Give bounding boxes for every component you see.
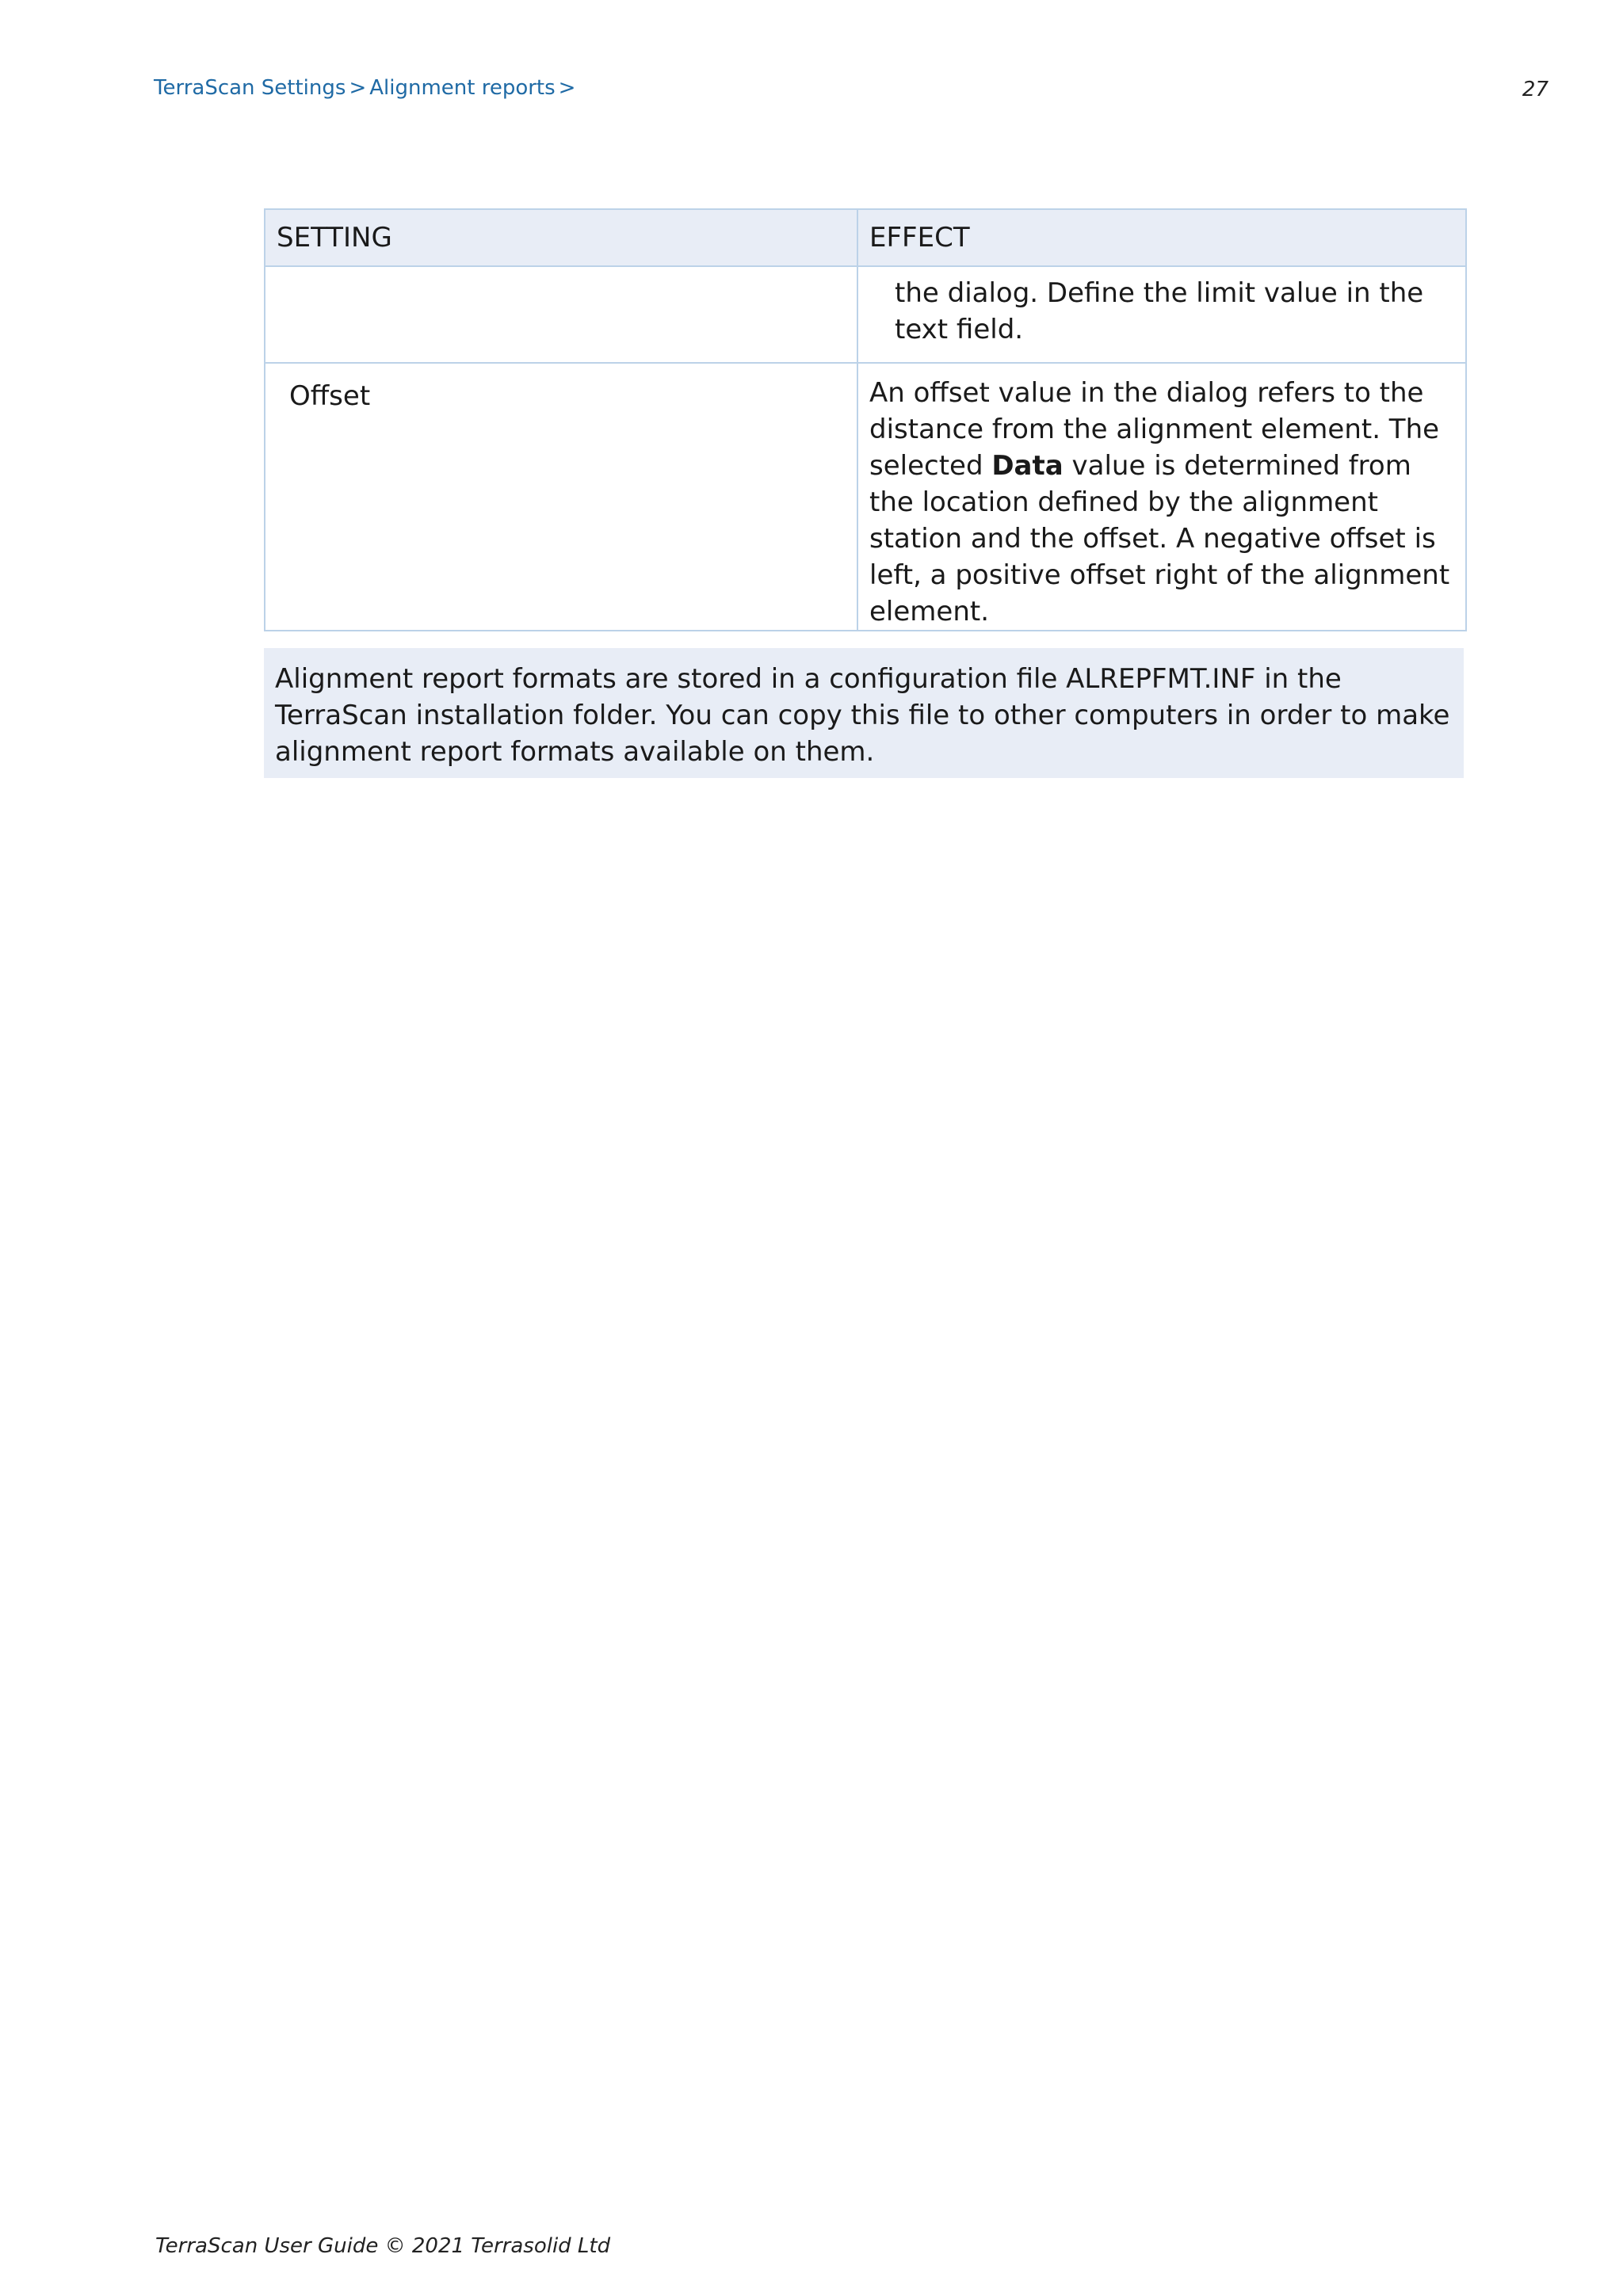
effect-text: value is determined from the location defined by the alignment station and the offset. A negative offset is left, a positive offset right of the alignment element.	[869, 450, 1450, 627]
setting-cell: Offset	[265, 363, 857, 631]
column-header-setting: SETTING	[265, 209, 857, 266]
effect-bold-term: Data	[991, 450, 1064, 482]
setting-cell	[265, 266, 857, 363]
breadcrumb-link-terrascan-settings[interactable]: TerraScan Settings	[154, 76, 346, 100]
settings-table	[264, 208, 1467, 631]
breadcrumb-separator: >	[558, 76, 576, 100]
breadcrumb-link-alignment-reports[interactable]: Alignment reports	[369, 76, 556, 100]
table-header-row	[265, 209, 1466, 266]
note-text: Alignment report formats are stored in a configuration file ALREPFMT.INF in the TerraScan installation folder. You can copy this file to other computers in order to make alignment report formats available on them.	[275, 663, 1450, 768]
table-row	[265, 266, 1466, 363]
page-footer: TerraScan User Guide © 2021 Terrasolid Ltd	[155, 2234, 611, 2258]
effect-cell: the dialog. Define the limit value in the text field.	[857, 266, 1466, 363]
note-box	[264, 648, 1464, 778]
page-number: 27	[1522, 78, 1549, 101]
breadcrumb	[154, 76, 579, 100]
effect-text: An offset value in the dialog refers to the distance from the alignment element. The selected	[869, 377, 1440, 482]
table-row	[265, 363, 1466, 631]
breadcrumb-separator: >	[349, 76, 367, 100]
effect-cell	[857, 363, 1466, 631]
column-header-effect: EFFECT	[857, 209, 1466, 266]
page-header	[154, 76, 1549, 108]
